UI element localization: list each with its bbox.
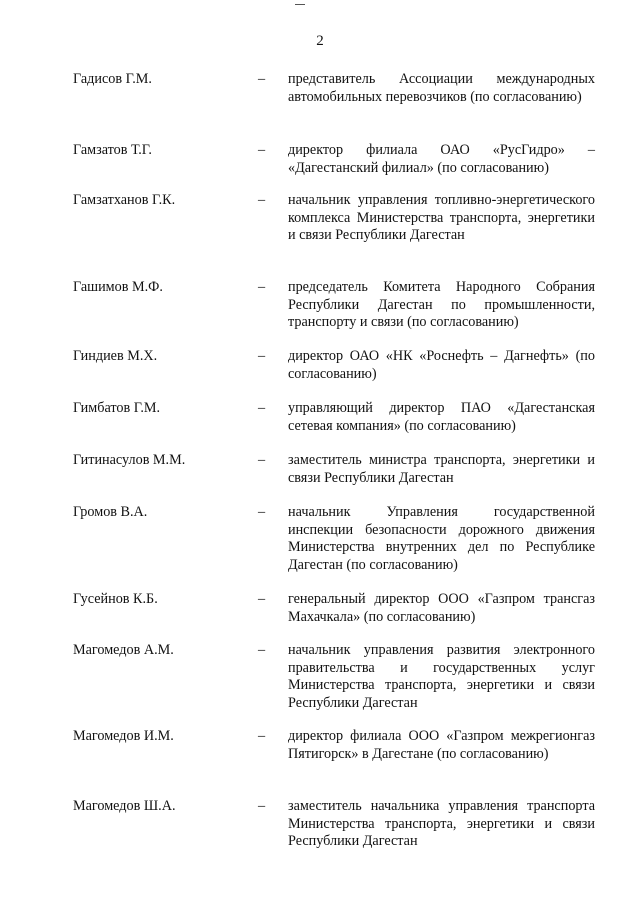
member-position: заместитель начальника управления транспорта Министерства транспорта, энергетики и связи Республики Дагестан (288, 798, 595, 849)
member-name: Гусейнов К.Б. (73, 591, 158, 607)
member-position: представитель Ассоциации международных автомобильных перевозчиков (по согласованию) (288, 71, 595, 105)
member-name: Гиндиев М.Х. (73, 348, 158, 364)
member-name: Гамзатов Т.Г. (73, 142, 152, 158)
dash-separator: – (258, 400, 266, 416)
member-name: Громов В.А. (73, 504, 148, 520)
member-position: управляющий директор ПАО «Дагестанская сетевая компания» (по согласованию) (288, 400, 595, 434)
dash-separator: – (258, 504, 266, 520)
member-position: начальник управления развития электронного правительства и государственных услуг Министерства транспорта, энергетики и связи Республики Дагестан (288, 642, 595, 711)
member-name: Гашимов М.Ф. (73, 279, 163, 295)
scan-mark (295, 4, 305, 5)
dash-separator: – (258, 728, 266, 744)
dash-separator: – (258, 348, 266, 364)
member-name: Магомедов И.М. (73, 728, 174, 744)
member-name: Магомедов А.М. (73, 642, 174, 658)
dash-separator: – (258, 71, 266, 87)
dash-separator: – (258, 279, 266, 295)
member-name: Гамзатханов Г.К. (73, 192, 176, 208)
dash-separator: – (258, 192, 266, 208)
member-name: Гадисов Г.М. (73, 71, 152, 87)
member-position: генеральный директор ООО «Газпром трансгаз Махачкала» (по согласованию) (288, 591, 595, 625)
dash-separator: – (258, 798, 266, 814)
member-position: заместитель министра транспорта, энергетики и связи Республики Дагестан (288, 452, 595, 486)
page-number: 2 (316, 33, 324, 49)
dash-separator: – (258, 642, 266, 658)
member-name: Гимбатов Г.М. (73, 400, 161, 416)
member-position: начальник управления топливно-энергетического комплекса Министерства транспорта, энергетики и связи Республики Дагестан (288, 192, 595, 243)
member-position: директор филиала ОАО «РусГидро» – «Дагестанский филиал» (по согласованию) (288, 142, 595, 176)
member-name: Гитинасулов М.М. (73, 452, 186, 468)
member-position: начальник Управления государственной инспекции безопасности дорожного движения Министерства внутренних дел по Республике Дагестан (по согласованию) (288, 504, 595, 573)
member-position: председатель Комитета Народного Собрания Республики Дагестан по промышленности, транспорту и связи (по согласованию) (288, 279, 595, 330)
dash-separator: – (258, 452, 266, 468)
member-name: Магомедов Ш.А. (73, 798, 176, 814)
dash-separator: – (258, 591, 266, 607)
member-position: директор филиала ООО «Газпром межрегионгаз Пятигорск» в Дагестане (по согласованию) (288, 728, 595, 762)
dash-separator: – (258, 142, 266, 158)
member-position: директор ОАО «НК «Роснефть – Дагнефть» (по согласованию) (288, 348, 595, 382)
